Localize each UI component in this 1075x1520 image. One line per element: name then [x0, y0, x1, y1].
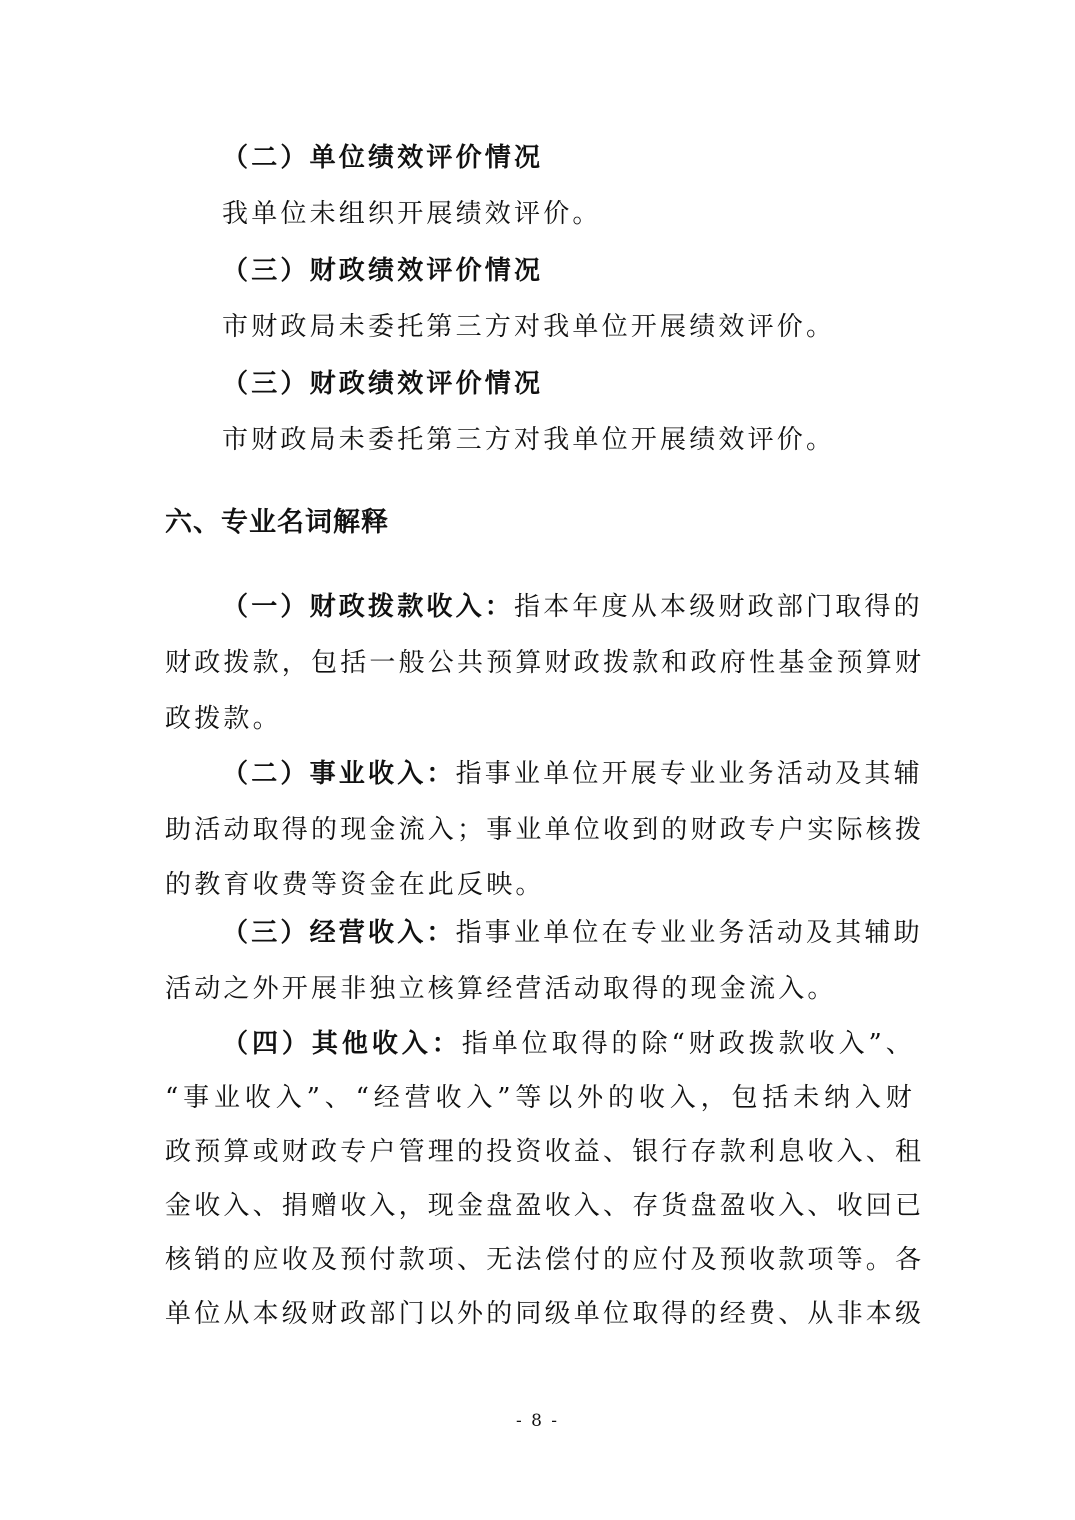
term-text-line: 金收入、捐赠收入，现金盘盈收入、存货盘盈收入、收回已 [165, 1191, 925, 1221]
term-text-line: 政拨款。 [165, 704, 282, 734]
term-text-line: 政预算或财政专户管理的投资收益、银行存款利息收入、租 [165, 1137, 925, 1167]
section-text-performance-finance-repeat: 市财政局未委托第三方对我单位开展绩效评价。 [222, 425, 836, 455]
term-text-line: 单位从本级财政部门以外的同级单位取得的经费、从非本级 [165, 1299, 925, 1329]
term-label: （四）其他收入： [222, 1029, 462, 1059]
section-heading-performance-finance: （三）财政绩效评价情况 [222, 256, 544, 286]
term-text-line: 核销的应收及预付款项、无法偿付的应付及预收款项等。各 [165, 1245, 925, 1275]
term-text-line: 活动之外开展非独立核算经营活动取得的现金流入。 [165, 974, 837, 1004]
section-text-performance-unit: 我单位未组织开展绩效评价。 [222, 199, 602, 229]
term-other-income-first-line [222, 1029, 915, 1059]
term-text-line: 助活动取得的现金流入；事业单位收到的财政专户实际核拨 [165, 815, 925, 845]
term-text: 指事业单位在专业业务活动及其辅助 [455, 918, 923, 948]
term-label: （二）事业收入： [222, 759, 456, 789]
term-business-income-first-line [222, 759, 923, 789]
section-heading-performance-finance-repeat: （三）财政绩效评价情况 [222, 369, 544, 399]
term-text: 指事业单位开展专业业务活动及其辅 [455, 759, 923, 789]
section-text-performance-finance: 市财政局未委托第三方对我单位开展绩效评价。 [222, 312, 836, 342]
term-label: （一）财政拨款收入： [222, 592, 515, 622]
term-text: 指本年度从本级财政部门取得的 [514, 592, 923, 622]
term-text: 指单位取得的除“财政拨款收入”、 [461, 1029, 915, 1059]
term-text-line: 财政拨款，包括一般公共预算财政拨款和政府性基金预算财 [165, 648, 925, 678]
term-text-line: 的教育收费等资金在此反映。 [165, 870, 545, 900]
term-text-line: “事业收入”、“经营收入”等以外的收入，包括未纳入财 [165, 1083, 915, 1113]
chapter-title: 六、专业名词解释 [165, 507, 389, 538]
term-label: （三）经营收入： [222, 918, 456, 948]
term-fiscal-appropriation-first-line [222, 592, 923, 622]
page-number: - 8 - [515, 1411, 560, 1431]
section-heading-performance-unit: （二）单位绩效评价情况 [222, 143, 544, 173]
term-operating-income-first-line [222, 918, 923, 948]
